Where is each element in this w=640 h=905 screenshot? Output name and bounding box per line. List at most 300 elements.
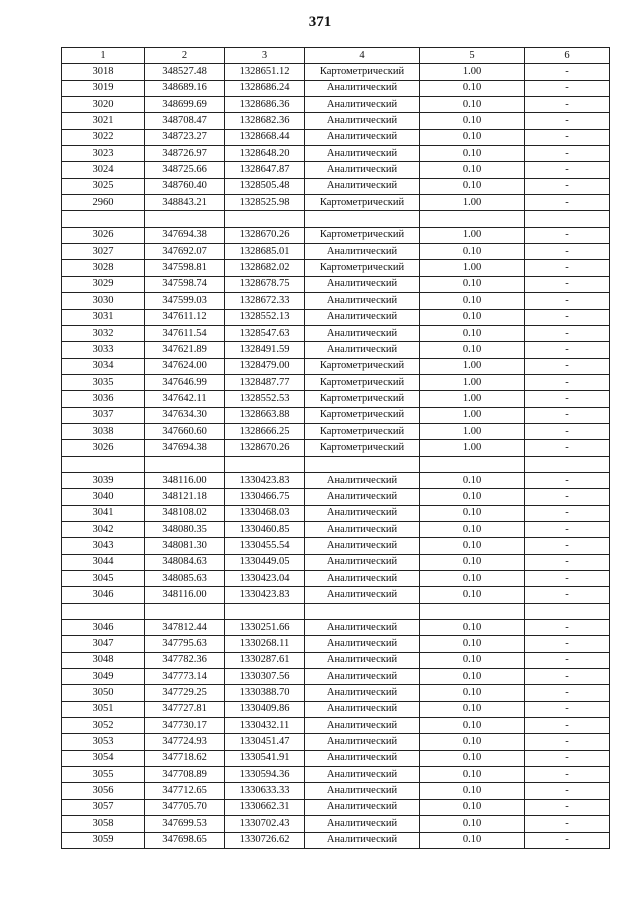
table-cell: 0.10	[420, 799, 525, 815]
table-cell: Аналитический	[305, 129, 420, 145]
table-cell: Аналитический	[305, 685, 420, 701]
table-cell: 1328479.00	[225, 358, 305, 374]
table-cell: Аналитический	[305, 325, 420, 341]
table-cell: 347692.07	[145, 244, 225, 260]
table-cell: 347599.03	[145, 293, 225, 309]
table-cell: 0.10	[420, 652, 525, 668]
table-cell: -	[525, 374, 610, 390]
table-cell: 3047	[62, 636, 145, 652]
table-row	[62, 97, 610, 113]
table-cell: -	[525, 293, 610, 309]
table-cell: 3036	[62, 391, 145, 407]
table-cell: 3025	[62, 178, 145, 194]
table-row	[62, 195, 610, 211]
table-cell: 3052	[62, 718, 145, 734]
table-cell: Аналитический	[305, 571, 420, 587]
table-row	[62, 407, 610, 423]
table-row	[62, 538, 610, 554]
table-cell: -	[525, 799, 610, 815]
table-cell: 3053	[62, 734, 145, 750]
table-cell	[225, 603, 305, 619]
table-cell: 1330409.86	[225, 701, 305, 717]
table-cell: 1330388.70	[225, 685, 305, 701]
table-cell: -	[525, 423, 610, 439]
table-cell: 347727.81	[145, 701, 225, 717]
table-cell: 347699.53	[145, 816, 225, 832]
table-cell: Картометрический	[305, 227, 420, 243]
table-cell: 3029	[62, 276, 145, 292]
table-cell: 1328670.26	[225, 227, 305, 243]
table-cell: 0.10	[420, 636, 525, 652]
table-cell: 0.10	[420, 472, 525, 488]
table-cell: Картометрический	[305, 195, 420, 211]
table-cell: 1330460.85	[225, 521, 305, 537]
table-cell: -	[525, 816, 610, 832]
table-cell: Аналитический	[305, 701, 420, 717]
table-cell: 347773.14	[145, 669, 225, 685]
table-cell: -	[525, 521, 610, 537]
table-cell: -	[525, 783, 610, 799]
table-cell: 1330455.54	[225, 538, 305, 554]
table-cell: 347642.11	[145, 391, 225, 407]
table-cell: -	[525, 178, 610, 194]
table-row	[62, 799, 610, 815]
table-cell	[145, 211, 225, 227]
table-cell: 0.10	[420, 309, 525, 325]
table-cell: 3054	[62, 750, 145, 766]
table-cell: -	[525, 472, 610, 488]
table-cell: 1328682.36	[225, 113, 305, 129]
table-cell: 0.10	[420, 325, 525, 341]
table-cell: 348723.27	[145, 129, 225, 145]
table-cell	[525, 211, 610, 227]
table-cell: -	[525, 652, 610, 668]
table-row	[62, 64, 610, 80]
table-cell: Аналитический	[305, 244, 420, 260]
table-cell: Аналитический	[305, 97, 420, 113]
table-cell: 347694.38	[145, 440, 225, 456]
table-cell	[525, 603, 610, 619]
table-cell: -	[525, 325, 610, 341]
table-cell: 3026	[62, 227, 145, 243]
header-cell: 6	[525, 48, 610, 64]
table-cell: 0.10	[420, 489, 525, 505]
table-cell: -	[525, 505, 610, 521]
table-cell: 3058	[62, 816, 145, 832]
table-cell: Аналитический	[305, 80, 420, 96]
table-cell: 0.10	[420, 701, 525, 717]
table-cell: Аналитический	[305, 554, 420, 570]
table-row	[62, 129, 610, 145]
table-cell: Аналитический	[305, 620, 420, 636]
table-cell: 1330451.47	[225, 734, 305, 750]
table-cell: 3040	[62, 489, 145, 505]
table-cell: Аналитический	[305, 767, 420, 783]
table-cell: 0.10	[420, 587, 525, 603]
table-cell: 3039	[62, 472, 145, 488]
table-cell: Аналитический	[305, 342, 420, 358]
table-cell: 347611.54	[145, 325, 225, 341]
table-cell: 1330449.05	[225, 554, 305, 570]
table-cell: 0.10	[420, 620, 525, 636]
table-cell: Аналитический	[305, 309, 420, 325]
table-row	[62, 178, 610, 194]
table-cell: 348081.30	[145, 538, 225, 554]
table-cell: 1330726.62	[225, 832, 305, 848]
table-row	[62, 767, 610, 783]
table-row	[62, 505, 610, 521]
table-cell: Аналитический	[305, 636, 420, 652]
table-cell: 0.10	[420, 669, 525, 685]
table-cell: 1.00	[420, 64, 525, 80]
table-row	[62, 603, 610, 619]
table-row	[62, 832, 610, 848]
table-cell: -	[525, 489, 610, 505]
table-cell: 0.10	[420, 734, 525, 750]
table-cell: -	[525, 358, 610, 374]
table-row	[62, 423, 610, 439]
table-row	[62, 620, 610, 636]
table-cell: 0.10	[420, 129, 525, 145]
table-cell: -	[525, 244, 610, 260]
table-cell	[305, 603, 420, 619]
table-row	[62, 472, 610, 488]
table-cell: -	[525, 767, 610, 783]
table-body	[62, 64, 610, 849]
table-cell: 347646.99	[145, 374, 225, 390]
table-cell: 348726.97	[145, 146, 225, 162]
table-row	[62, 816, 610, 832]
table-cell	[225, 456, 305, 472]
table-cell: 1328547.63	[225, 325, 305, 341]
table-cell	[305, 456, 420, 472]
table-cell: 1328525.98	[225, 195, 305, 211]
table-cell: Аналитический	[305, 472, 420, 488]
table-cell: 1330633.33	[225, 783, 305, 799]
table-cell: 3034	[62, 358, 145, 374]
table-cell: -	[525, 195, 610, 211]
table-cell: 1330662.31	[225, 799, 305, 815]
table-cell: 3045	[62, 571, 145, 587]
table-cell: 1330541.91	[225, 750, 305, 766]
table-cell: 1330432.11	[225, 718, 305, 734]
table-cell: 1330307.56	[225, 669, 305, 685]
table-cell: Картометрический	[305, 391, 420, 407]
table-cell: Аналитический	[305, 799, 420, 815]
table-cell: Аналитический	[305, 587, 420, 603]
table-row	[62, 146, 610, 162]
table-cell: -	[525, 309, 610, 325]
table-cell: Аналитический	[305, 832, 420, 848]
table-cell: 1.00	[420, 407, 525, 423]
table-cell: 347624.00	[145, 358, 225, 374]
table-cell: 348725.66	[145, 162, 225, 178]
table-cell	[420, 456, 525, 472]
table-cell: 347705.70	[145, 799, 225, 815]
table-cell: 0.10	[420, 816, 525, 832]
table-cell: 3044	[62, 554, 145, 570]
header-cell: 3	[225, 48, 305, 64]
table-cell: -	[525, 701, 610, 717]
table-cell: -	[525, 64, 610, 80]
table-row	[62, 162, 610, 178]
table-cell: -	[525, 80, 610, 96]
table-cell: 1328686.36	[225, 97, 305, 113]
table-cell: 0.10	[420, 767, 525, 783]
table-cell: -	[525, 685, 610, 701]
table-cell: 3018	[62, 64, 145, 80]
table-cell: 0.10	[420, 571, 525, 587]
table-cell: 0.10	[420, 178, 525, 194]
table-cell	[420, 603, 525, 619]
table-cell: 0.10	[420, 832, 525, 848]
table-cell: 1328552.53	[225, 391, 305, 407]
table-cell	[62, 603, 145, 619]
table-cell: 1328663.88	[225, 407, 305, 423]
table-cell: 347729.25	[145, 685, 225, 701]
table-row	[62, 325, 610, 341]
table-cell: 348843.21	[145, 195, 225, 211]
table-row	[62, 342, 610, 358]
table-row	[62, 489, 610, 505]
table-cell: Аналитический	[305, 276, 420, 292]
table-row	[62, 309, 610, 325]
table-cell	[145, 456, 225, 472]
table-cell: 3032	[62, 325, 145, 341]
table-row	[62, 211, 610, 227]
table-row	[62, 260, 610, 276]
table-cell: 347611.12	[145, 309, 225, 325]
table-cell: Аналитический	[305, 538, 420, 554]
table-cell: Аналитический	[305, 505, 420, 521]
table-cell: -	[525, 227, 610, 243]
table-cell	[525, 456, 610, 472]
table-cell: 3030	[62, 293, 145, 309]
table-cell: 1328682.02	[225, 260, 305, 276]
table-cell: Аналитический	[305, 750, 420, 766]
table-cell: -	[525, 750, 610, 766]
table-cell: 1330423.83	[225, 587, 305, 603]
table-cell: 3055	[62, 767, 145, 783]
table-row	[62, 669, 610, 685]
table-cell: 347724.93	[145, 734, 225, 750]
header-cell: 2	[145, 48, 225, 64]
table-row	[62, 701, 610, 717]
table-cell: 3026	[62, 440, 145, 456]
table-row	[62, 636, 610, 652]
table-cell: Картометрический	[305, 358, 420, 374]
table-row	[62, 293, 610, 309]
table-cell: 348085.63	[145, 571, 225, 587]
table-row	[62, 374, 610, 390]
table-row	[62, 456, 610, 472]
table-cell: 1328686.24	[225, 80, 305, 96]
table-cell: 2960	[62, 195, 145, 211]
table-cell	[420, 211, 525, 227]
table-row	[62, 227, 610, 243]
table-cell	[305, 211, 420, 227]
table-cell: Аналитический	[305, 521, 420, 537]
table-cell: -	[525, 636, 610, 652]
table-cell: 347694.38	[145, 227, 225, 243]
table-cell: 3022	[62, 129, 145, 145]
table-cell: -	[525, 669, 610, 685]
table-cell: 1328491.59	[225, 342, 305, 358]
table-cell: 1330702.43	[225, 816, 305, 832]
table-cell: 3043	[62, 538, 145, 554]
table-cell: 1.00	[420, 260, 525, 276]
table-cell: 3049	[62, 669, 145, 685]
table-cell: 1.00	[420, 227, 525, 243]
table-cell: 1.00	[420, 195, 525, 211]
table-cell: 0.10	[420, 718, 525, 734]
table-cell: 348116.00	[145, 587, 225, 603]
table-cell: 1328487.77	[225, 374, 305, 390]
table-row	[62, 587, 610, 603]
table-cell: -	[525, 571, 610, 587]
table-row	[62, 734, 610, 750]
table-cell: 348760.40	[145, 178, 225, 194]
table-cell: 3046	[62, 620, 145, 636]
table-cell: 3057	[62, 799, 145, 815]
table-cell	[62, 456, 145, 472]
table-cell: 1330251.66	[225, 620, 305, 636]
table-cell: 1330423.04	[225, 571, 305, 587]
table-cell: 348084.63	[145, 554, 225, 570]
table-cell: -	[525, 620, 610, 636]
table-cell: 1.00	[420, 374, 525, 390]
table-cell: 1328651.12	[225, 64, 305, 80]
table-cell: Картометрический	[305, 407, 420, 423]
table-cell: 3028	[62, 260, 145, 276]
table-row	[62, 113, 610, 129]
table-cell: -	[525, 734, 610, 750]
table-cell: 0.10	[420, 538, 525, 554]
table-cell: -	[525, 342, 610, 358]
table-cell: 347795.63	[145, 636, 225, 652]
table-cell: 3038	[62, 423, 145, 439]
table-cell: 1.00	[420, 423, 525, 439]
table-cell: 348527.48	[145, 64, 225, 80]
table-cell: 1328678.75	[225, 276, 305, 292]
table-cell: 3037	[62, 407, 145, 423]
table-cell: 0.10	[420, 505, 525, 521]
header-cell: 4	[305, 48, 420, 64]
table-cell: -	[525, 129, 610, 145]
table-cell: 347698.65	[145, 832, 225, 848]
header-cell: 5	[420, 48, 525, 64]
table-cell: 0.10	[420, 342, 525, 358]
table-cell: -	[525, 407, 610, 423]
table-cell: -	[525, 554, 610, 570]
table-cell: 1.00	[420, 391, 525, 407]
table-cell: 1328666.25	[225, 423, 305, 439]
table-cell: 0.10	[420, 783, 525, 799]
table-cell: Аналитический	[305, 734, 420, 750]
table-cell: -	[525, 260, 610, 276]
table-cell: 347812.44	[145, 620, 225, 636]
table-cell: 3033	[62, 342, 145, 358]
table-cell: 1330423.83	[225, 472, 305, 488]
table-cell: 3050	[62, 685, 145, 701]
table-cell: Аналитический	[305, 489, 420, 505]
table-cell: 3024	[62, 162, 145, 178]
table-cell: 0.10	[420, 521, 525, 537]
table-cell: -	[525, 718, 610, 734]
table-row	[62, 783, 610, 799]
table-cell	[62, 211, 145, 227]
table-cell: 1330468.03	[225, 505, 305, 521]
table-cell: 347660.60	[145, 423, 225, 439]
table-cell: 1328670.26	[225, 440, 305, 456]
table-cell: 347598.81	[145, 260, 225, 276]
table-cell: Аналитический	[305, 113, 420, 129]
table-cell: 347621.89	[145, 342, 225, 358]
table-cell: 348699.69	[145, 97, 225, 113]
table-cell: 1328505.48	[225, 178, 305, 194]
header-cell: 1	[62, 48, 145, 64]
table-cell: -	[525, 276, 610, 292]
table-row	[62, 652, 610, 668]
table-cell: Картометрический	[305, 440, 420, 456]
table-cell: -	[525, 113, 610, 129]
table-cell: -	[525, 162, 610, 178]
table-cell: 1330268.11	[225, 636, 305, 652]
table-cell: 0.10	[420, 276, 525, 292]
table-row	[62, 358, 610, 374]
coordinates-table	[61, 47, 610, 849]
table-row	[62, 554, 610, 570]
table-cell: 1330287.61	[225, 652, 305, 668]
table-cell: 3041	[62, 505, 145, 521]
table-cell: 0.10	[420, 750, 525, 766]
table-cell: -	[525, 97, 610, 113]
table-cell: 0.10	[420, 685, 525, 701]
table-cell: 348080.35	[145, 521, 225, 537]
table-cell: Картометрический	[305, 423, 420, 439]
table-cell: 347718.62	[145, 750, 225, 766]
table-cell: 347708.89	[145, 767, 225, 783]
table-cell: 1328647.87	[225, 162, 305, 178]
table-cell: 3059	[62, 832, 145, 848]
table-row	[62, 750, 610, 766]
table-row	[62, 440, 610, 456]
table-cell: 0.10	[420, 80, 525, 96]
table-cell: 1330594.36	[225, 767, 305, 783]
table-cell: 0.10	[420, 554, 525, 570]
table-cell: 0.10	[420, 162, 525, 178]
table-row	[62, 685, 610, 701]
table-cell: 1.00	[420, 358, 525, 374]
table-cell: 3020	[62, 97, 145, 113]
table-cell: 1328552.13	[225, 309, 305, 325]
table-row	[62, 276, 610, 292]
table-cell: 3042	[62, 521, 145, 537]
table-cell: 1.00	[420, 440, 525, 456]
page-number: 371	[308, 14, 332, 30]
table-cell: 348121.18	[145, 489, 225, 505]
table-row	[62, 571, 610, 587]
table-cell	[225, 211, 305, 227]
table-cell: 0.10	[420, 146, 525, 162]
table-cell: 3031	[62, 309, 145, 325]
table-cell: 1328685.01	[225, 244, 305, 260]
table-cell: 0.10	[420, 244, 525, 260]
table-cell: -	[525, 391, 610, 407]
table-cell: Картометрический	[305, 64, 420, 80]
table-cell: Картометрический	[305, 374, 420, 390]
table-cell: -	[525, 538, 610, 554]
